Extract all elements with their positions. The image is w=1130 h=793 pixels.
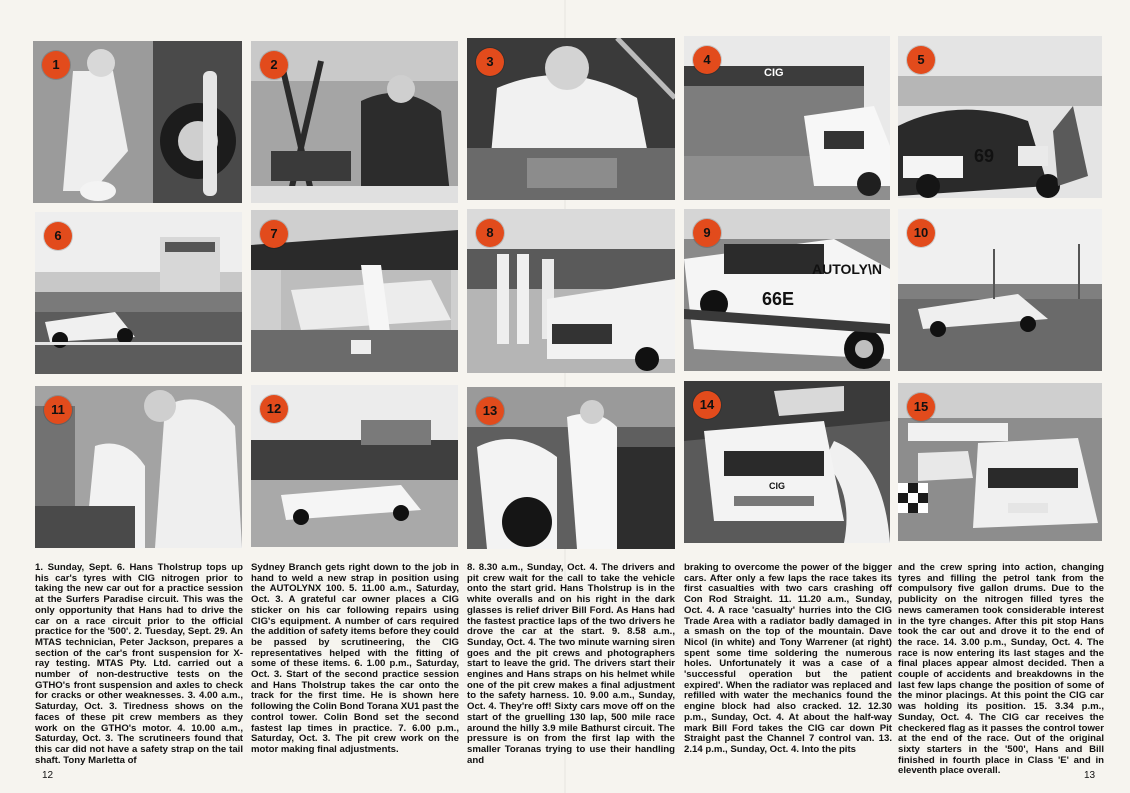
car-number-69: 69 xyxy=(974,146,995,166)
photo-10 xyxy=(898,209,1102,371)
photo-7 xyxy=(251,210,458,372)
photo-1 xyxy=(33,41,242,203)
car-number-66e: 66E xyxy=(762,289,795,309)
photo-11 xyxy=(35,386,242,548)
photo-15 xyxy=(898,383,1102,541)
car-sign-autolynx: AUTOLY\N xyxy=(812,261,883,277)
caption-column-4 xyxy=(684,563,892,756)
caption-text: Sydney Branch gets right down to the job in hand to weld a new strap in position using the AUTOLYNX 100. 5. 11.00 a.m., Saturday, Oct. 3. A grateful car owner places a CIG sticker on his car following repairs using CIG's equipment. A number of cars required the addition of safety items before they could be passed by scrutineering, the CIG representatives helped with the fitting of some of these items. 6. 1.00 p.m., Saturday, Oct. 3. Start of the second practice session and Hans Tholstrup takes the car onto the track for the first time. He is shown here following the Colin Bond Torana XU1 past the control tower. Colin Bond set the second fastest lap times in practice. 7. 6.00 p.m., Saturday, Oct. 3. The pit crew work on the motor making final adjustments. xyxy=(251,562,459,755)
caption-column-5 xyxy=(898,563,1104,777)
photo-5 xyxy=(898,36,1102,198)
photo-9 xyxy=(684,209,890,371)
photo-number-badge: 7 xyxy=(260,220,288,248)
photo-number-badge: 13 xyxy=(476,397,504,425)
photo-12 xyxy=(251,385,458,547)
tent-sign-cig: CIG xyxy=(764,67,784,79)
photo-number-badge: 4 xyxy=(693,46,721,74)
photo-2 xyxy=(251,41,458,203)
caption-column-2 xyxy=(251,563,459,756)
photo-number-badge: 2 xyxy=(260,51,288,79)
page-number-right: 13 xyxy=(1084,770,1096,781)
photo-number-badge: 8 xyxy=(476,219,504,247)
caption-column-3 xyxy=(467,563,675,766)
photo-13 xyxy=(467,387,675,549)
caption-text: 1. Sunday, Sept. 6. Hans Tholstrup tops up his car's tyres with CIG nitrogen prior to taking the new car out for a practice session at the Surfers Paradise circuit. This was the only opportunity that Hans had to drive the car on a race circuit prior to the official practice for the '500'. 2. Tuesday, Sept. 29. An MTAS technician, Peter Jackson, prepares a section of the car's front suspension for X-ray testing. MTAS Pty. Ltd. carried out a number of non-destructive tests on the GTHO's front suspension and axles to check for cracks or other weaknesses. 3. 4.00 a.m., Saturday, Oct. 3. Tiredness shows on the faces of these pit crew members as they work on the GTHO's motor. 4. 10.00 a.m., Saturday, Oct. 3. The scrutineers found that this car did not have a safety strap on the tail shaft. Tony Marletta of xyxy=(35,562,243,766)
page-number-left: 12 xyxy=(42,770,54,781)
caption-text: and the crew spring into action, changing tyres and filling the petrol tank from the compulsory five gallon drums. Due to the publicity on the nitrogen filled tyres the news cameramen took considerable interest in the tyre changes. After this pit stop Hans took the car out and drove it to the end of the race. 14. 3.00 p.m., Sunday, Oct. 4. The race is now entering its last stages and the final places appear almost decided. Then a couple of accidents and breakdowns in the last few laps change the position of some of the minor placings. At this point the CIG car was holding its position. 15. 3.34 p.m., Sunday, Oct. 4. The CIG car receives the checkered flag as it passes the control tower at the end of the race. Out of the original sixty starters in the '500', Hans and Bill finished in fourth place in Class 'E' and in eleventh place overall. xyxy=(898,562,1104,777)
caption-column-1 xyxy=(35,563,243,766)
photo-number-badge: 1 xyxy=(42,51,70,79)
photo-6 xyxy=(35,212,242,374)
photo-number-badge: 3 xyxy=(476,48,504,76)
caption-text: braking to overcome the power of the bigger cars. After only a few laps the race takes its first casualties with two cars crashing off Con Rod Straight. 11. 11.20 a.m., Sunday, Oct. 4. A race 'casualty' hurries into the CIG Trade Area with a radiator badly damaged in a smash on the top of the mountain. Dave Nicol (in white) and Tony Warrener (at right) spent some time soldering the numerous holes. Unfortunately it was a case of a 'successful operation but the patient expired'. When the radiator was replaced and refilled with water the mechanics found the engine block had also cracked. 12. 12.30 p.m., Sunday, Oct. 4. At about the half-way mark Bill Ford takes the CIG car down Pit Straight past the Channel 7 control van. 13. 2.14 p.m., Sunday, Oct. 4. Into the pits xyxy=(684,562,892,755)
photo-number-badge: 5 xyxy=(907,46,935,74)
photo-number-badge: 11 xyxy=(44,396,72,424)
photo-number-badge: 15 xyxy=(907,393,935,421)
photo-14 xyxy=(684,381,890,543)
photo-3 xyxy=(467,38,675,200)
photo-number-badge: 12 xyxy=(260,395,288,423)
caption-text: 8. 8.30 a.m., Sunday, Oct. 4. The drivers and pit crew wait for the call to take the vehicle onto the start grid. Hans Tholstrup is in the white overalls and on his right in the dark glasses is relief driver Bill Ford. As Hans had the fastest practice laps of the two drivers he drove the car at the start. 9. 8.58 a.m., Sunday, Oct. 4. The two minute warning siren goes and the pit crews and photographers start to leave the grid. The drivers start their engines and Hans straps on his helmet while one of the pit crew makes a final adjustment to the safety harness. 10. 9.00 a.m., Sunday, Oct. 4. They're off! Sixty cars move off on the start of the gruelling 130 lap, 500 mile race around the hilly 3.9 mile Bathurst circuit. The pressure is on from the first lap with the smaller Toranas trying to use their handling and xyxy=(467,562,675,766)
photo-number-badge: 9 xyxy=(693,219,721,247)
photo-number-badge: 14 xyxy=(693,391,721,419)
photo-4 xyxy=(684,36,890,200)
photo-8 xyxy=(467,209,675,373)
photo-number-badge: 6 xyxy=(44,222,72,250)
car-grille-cig: CIG xyxy=(769,481,786,491)
photo-number-badge: 10 xyxy=(907,219,935,247)
